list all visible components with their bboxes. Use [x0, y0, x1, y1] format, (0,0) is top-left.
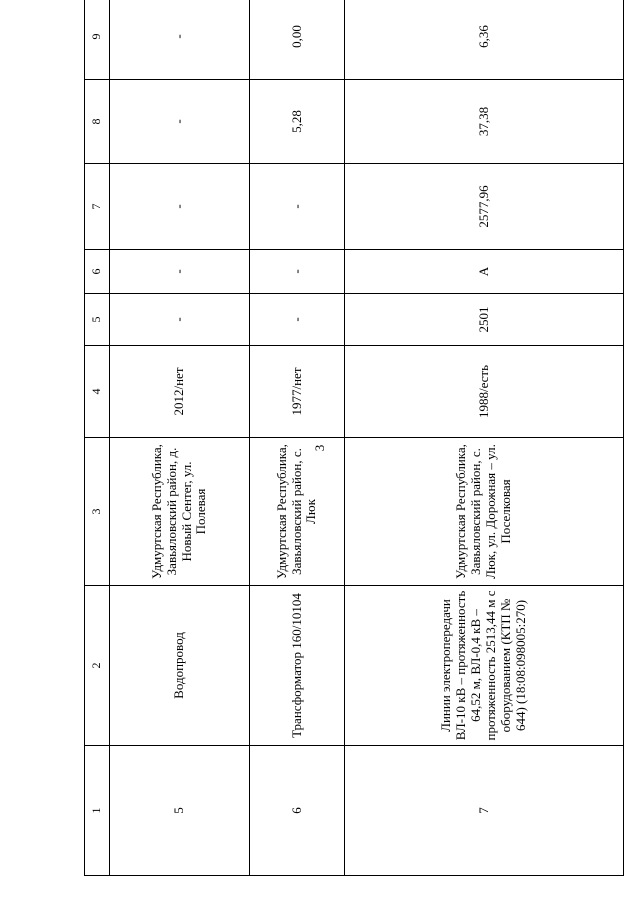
cell-5: -: [250, 294, 345, 346]
table-row: [250, 0, 345, 876]
address-cell: Удмуртская Республика, Завьяловский район, д. Новый Сентег, ул. Полевая: [110, 438, 250, 586]
header-cell: 7: [85, 164, 110, 250]
year-cell: 1977/нет: [250, 346, 345, 438]
header-cell: 8: [85, 80, 110, 164]
cell-5: 2501: [345, 294, 624, 346]
property-table: [84, 0, 624, 876]
header-cell: 1: [85, 746, 110, 876]
row-number-cell: 5: [110, 746, 250, 876]
header-cell: 4: [85, 346, 110, 438]
header-cell: 2: [85, 586, 110, 746]
cell-8: 37,38: [345, 80, 624, 164]
year-cell: 1988/есть: [345, 346, 624, 438]
cell-7: 2577,96: [345, 164, 624, 250]
cell-6: -: [110, 250, 250, 294]
cell-6: -: [250, 250, 345, 294]
table-row: [110, 0, 250, 876]
cell-8: 5,28: [250, 80, 345, 164]
row-number-cell: 6: [250, 746, 345, 876]
header-cell: 3: [85, 438, 110, 586]
header-cell: 6: [85, 250, 110, 294]
page-number: 3: [312, 444, 327, 452]
address-cell: Удмуртская Республика, Завьяловский район, с. Люк, ул. Дорожная – ул. Поселковая: [345, 438, 624, 586]
header-cell: 9: [85, 0, 110, 80]
object-name-cell: Линии электропередачи ВЛ-10 кВ – протяженность 64,52 м, ВЛ-0,4 кВ – протяженность 2513,44 м с оборудованием (КТП № 644) (18:08:098005:270): [345, 586, 624, 746]
row-number-cell: 7: [345, 746, 624, 876]
cell-5: -: [110, 294, 250, 346]
table-row: [345, 0, 624, 876]
cell-9: 6,36: [345, 0, 624, 80]
object-name-cell: Водопровод: [110, 586, 250, 746]
header-cell: 5: [85, 294, 110, 346]
cell-9: 0,00: [250, 0, 345, 80]
cell-9: -: [110, 0, 250, 80]
cell-7: -: [110, 164, 250, 250]
cell-7: -: [250, 164, 345, 250]
year-cell: 2012/нет: [110, 346, 250, 438]
header-row: [85, 0, 110, 876]
rotated-table-container: [84, 6, 624, 876]
cell-8: -: [110, 80, 250, 164]
object-name-cell: Трансформатор 160/10104: [250, 586, 345, 746]
address-cell: Удмуртская Республика, Завьяловский район, с. Люк: [250, 438, 345, 586]
cell-6: А: [345, 250, 624, 294]
